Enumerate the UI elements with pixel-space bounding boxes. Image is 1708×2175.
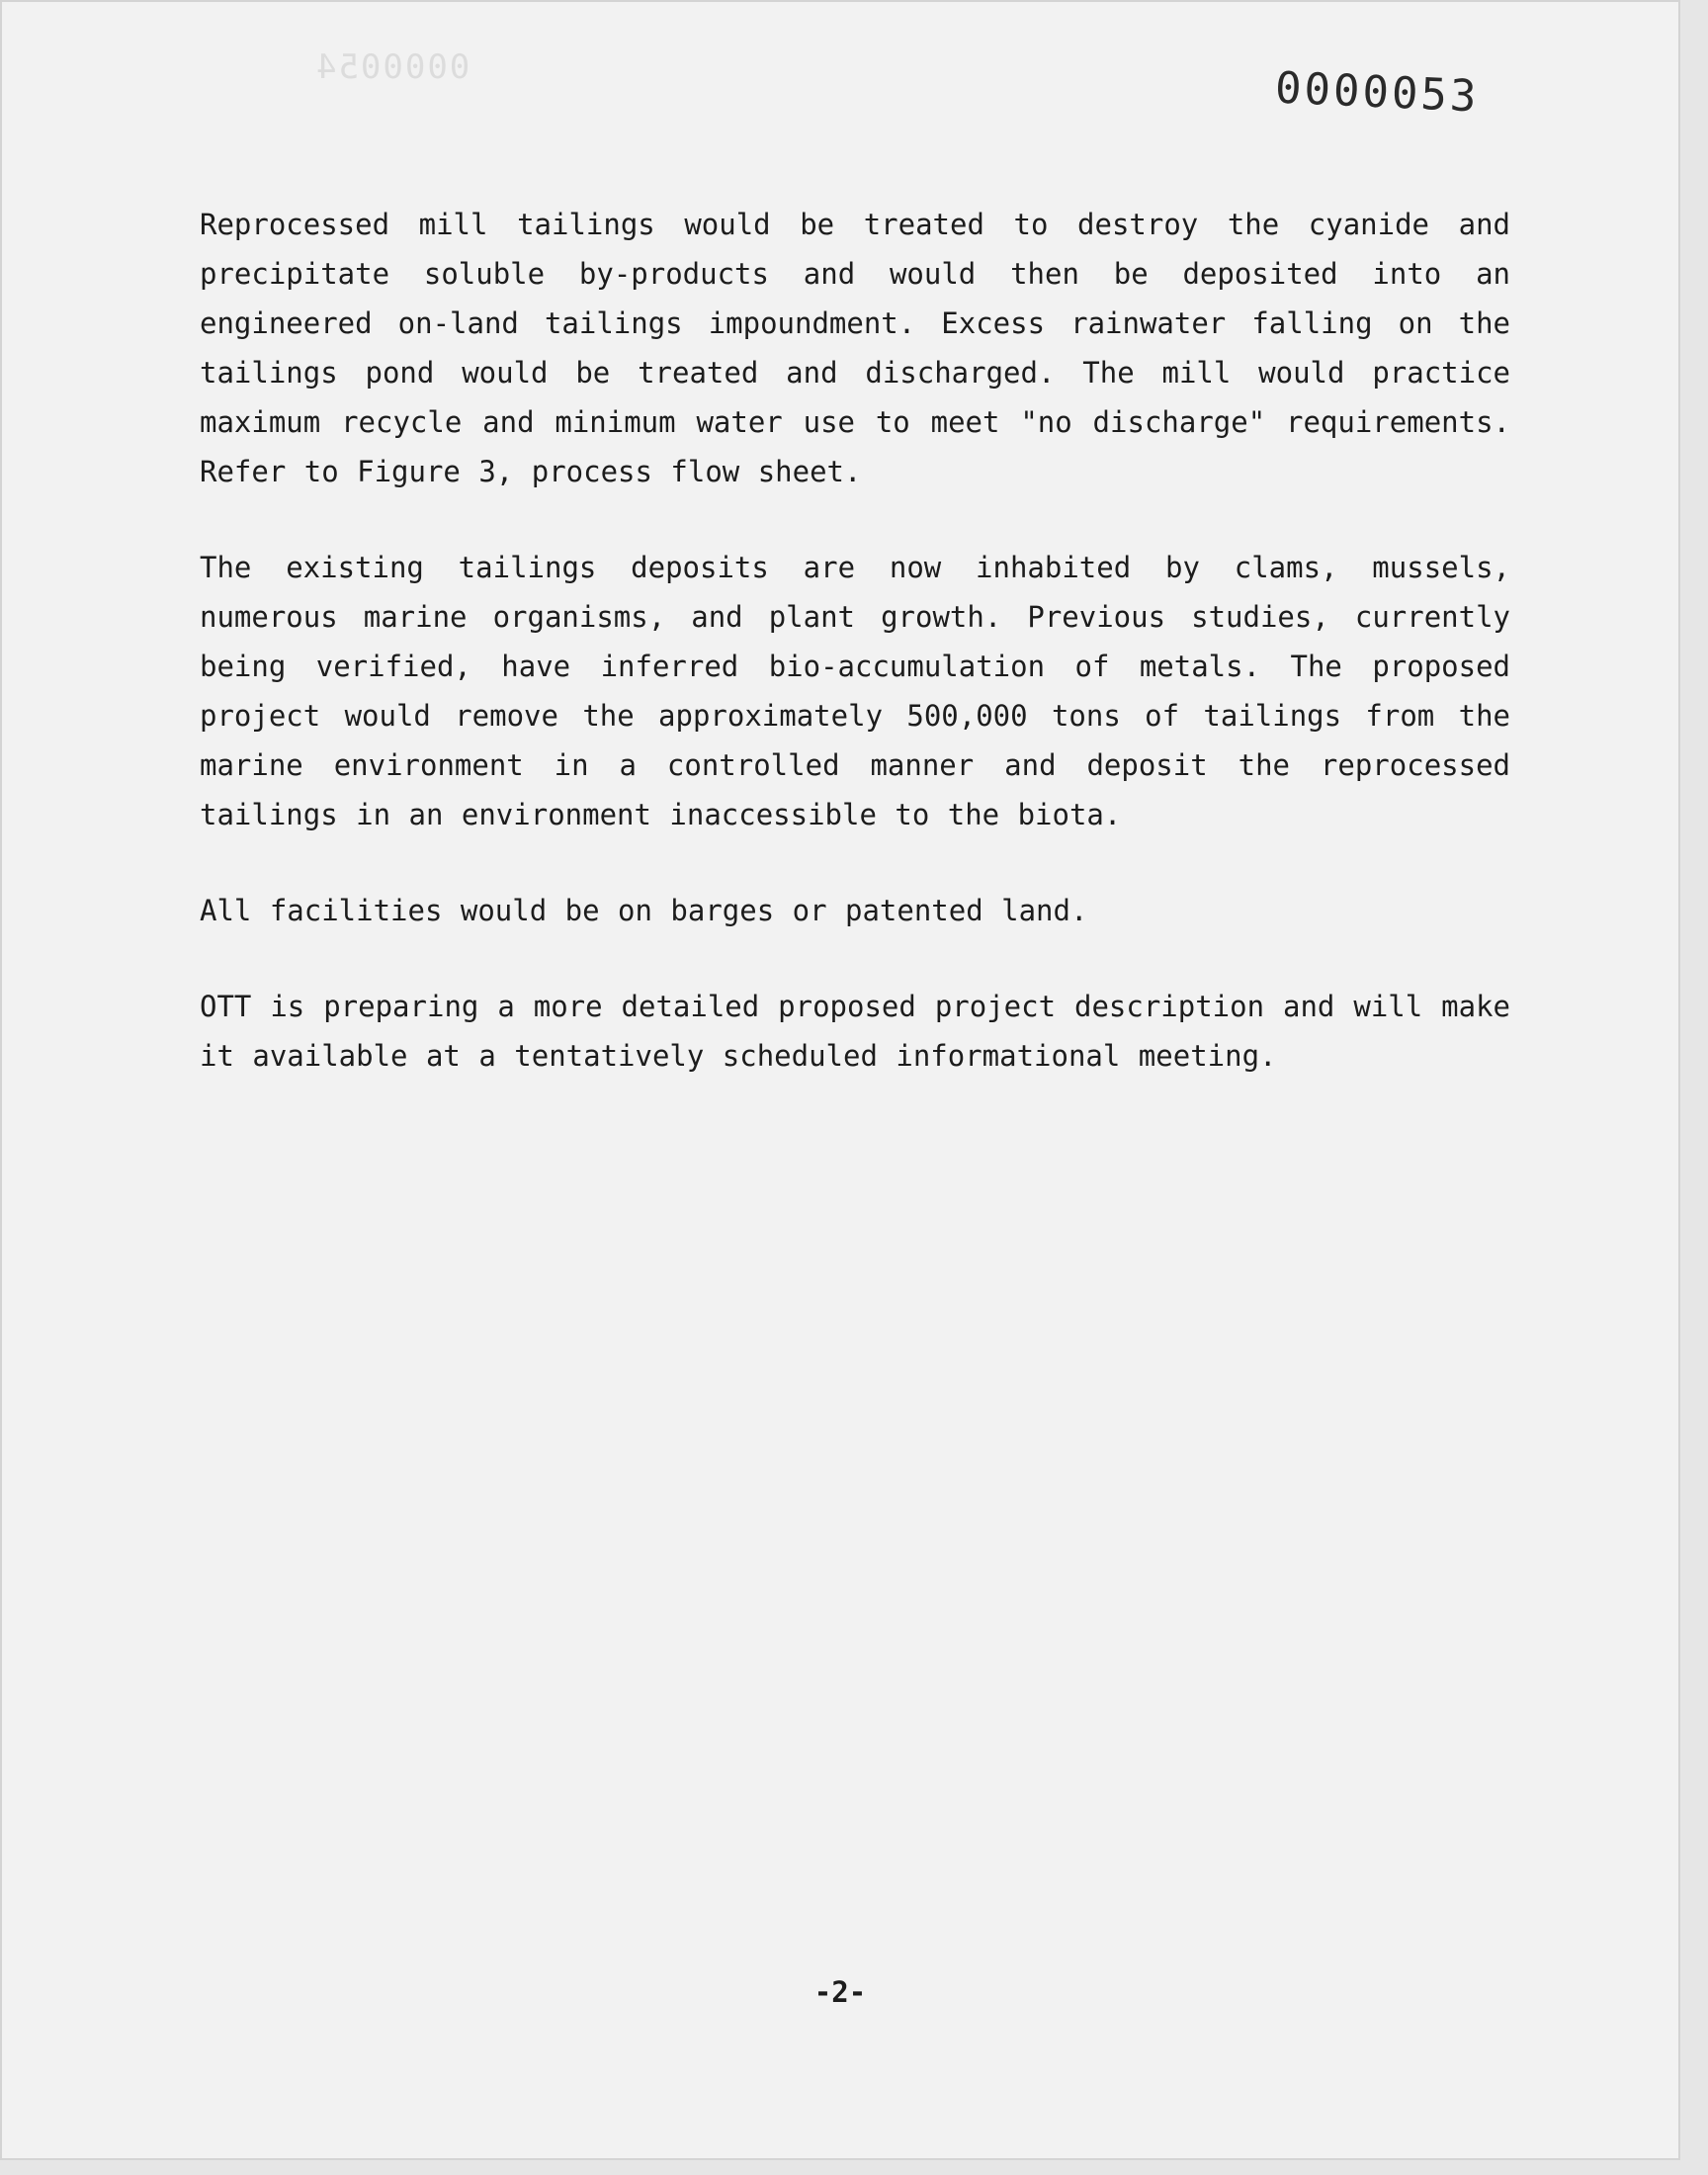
faint-bleed-through-stamp: 0000054 [314, 47, 470, 87]
paragraph-reprocessing: Reprocessed mill tailings would be treated to destroy the cyanide and precipitate soluble by-products and would then be deposited into an engineered on-land tailings impoundment. Excess rainwater falling on the tailings pond would be treated and discharged. The mill would practice maximum recycle and minimum water use to meet "no discharge" requirements. Refer to Figure 3, process flow sheet. [200, 208, 1510, 488]
page-number: -2- [813, 1975, 867, 2009]
paragraph-facilities: All facilities would be on barges or patented land. [200, 894, 1088, 927]
paragraph-ott-description: OTT is preparing a more detailed proposed project description and will make it available at a tentatively scheduled informational meeting. [200, 990, 1510, 1073]
paragraph-existing-deposits: The existing tailings deposits are now inhabited by clams, mussels, numerous marine organisms, and plant growth. Previous studies, currently being verified, have inferred bio-accumulation of metals. The proposed project would remove the approximately 500,000 tons of tailings from the marine environment in a controlled manner and deposit the reprocessed tailings in an environment inaccessible to the biota. [200, 551, 1510, 831]
document-stamp-number: 0000053 [1273, 62, 1481, 123]
document-body [200, 200, 1510, 1127]
